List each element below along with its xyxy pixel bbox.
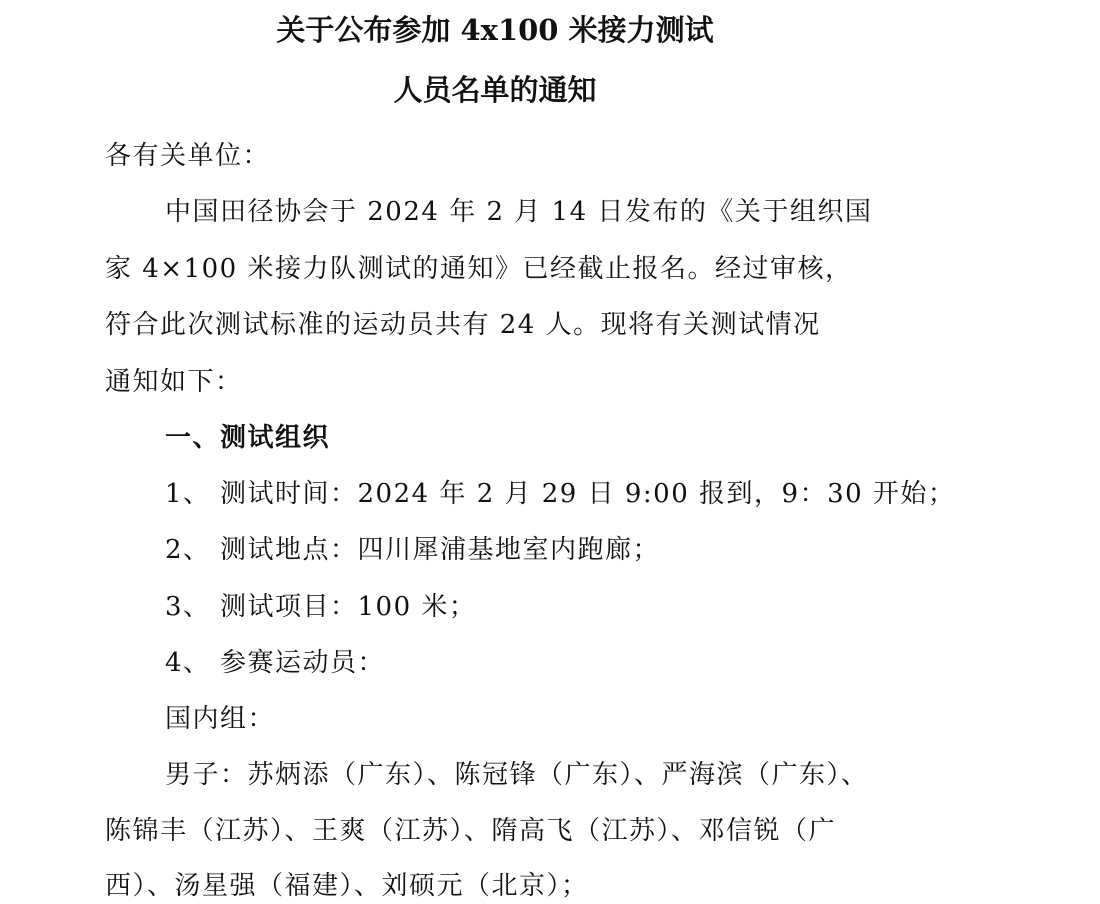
intro-line-3: 符合此次测试标准的运动员共有 24 人。现将有关测试情况	[105, 310, 821, 340]
document-title-line-2: 人员名单的通知	[393, 73, 597, 107]
intro-line-2: 家 4×100 米接力队测试的通知》已经截止报名。经过审核，	[105, 254, 853, 284]
list-item-number: 2、	[165, 535, 211, 565]
list-item-number: 4、	[165, 648, 211, 678]
list-item-text: 测试地点：四川犀浦基地室内跑廊；	[220, 535, 661, 565]
intro-line-4: 通知如下：	[105, 367, 243, 397]
list-item-number: 3、	[165, 592, 211, 622]
list-item-test-location	[165, 532, 660, 568]
section-heading-test-organization: 一、测试组织	[165, 423, 331, 453]
men-athletes-line-2: 陈锦丰（江苏）、王爽（江苏）、隋高飞（江苏）、邓信锐（广	[105, 816, 837, 846]
document-title-line-1: 关于公布参加 4x100 米接力测试	[276, 13, 714, 47]
list-item-number: 1、	[165, 479, 211, 509]
list-item-athletes	[165, 645, 385, 681]
salutation: 各有关单位：	[105, 141, 271, 171]
list-item-text: 测试时间：2024 年 2 月 29 日 9:00 报到，9：30 开始；	[220, 479, 956, 509]
list-item-test-event	[165, 589, 476, 625]
intro-line-1: 中国田径协会于 2024 年 2 月 14 日发布的《关于组织国	[165, 197, 873, 227]
group-label-domestic: 国内组：	[165, 704, 276, 734]
list-item-test-time	[165, 476, 955, 512]
men-athletes-line-1: 男子：苏炳添（广东）、陈冠锋（广东）、严海滨（广东）、	[165, 760, 869, 790]
list-item-text: 测试项目：100 米；	[220, 592, 477, 622]
men-athletes-line-3: 西）、汤星强（福建）、刘硕元（北京）；	[105, 871, 589, 901]
list-item-text: 参赛运动员：	[220, 648, 386, 678]
